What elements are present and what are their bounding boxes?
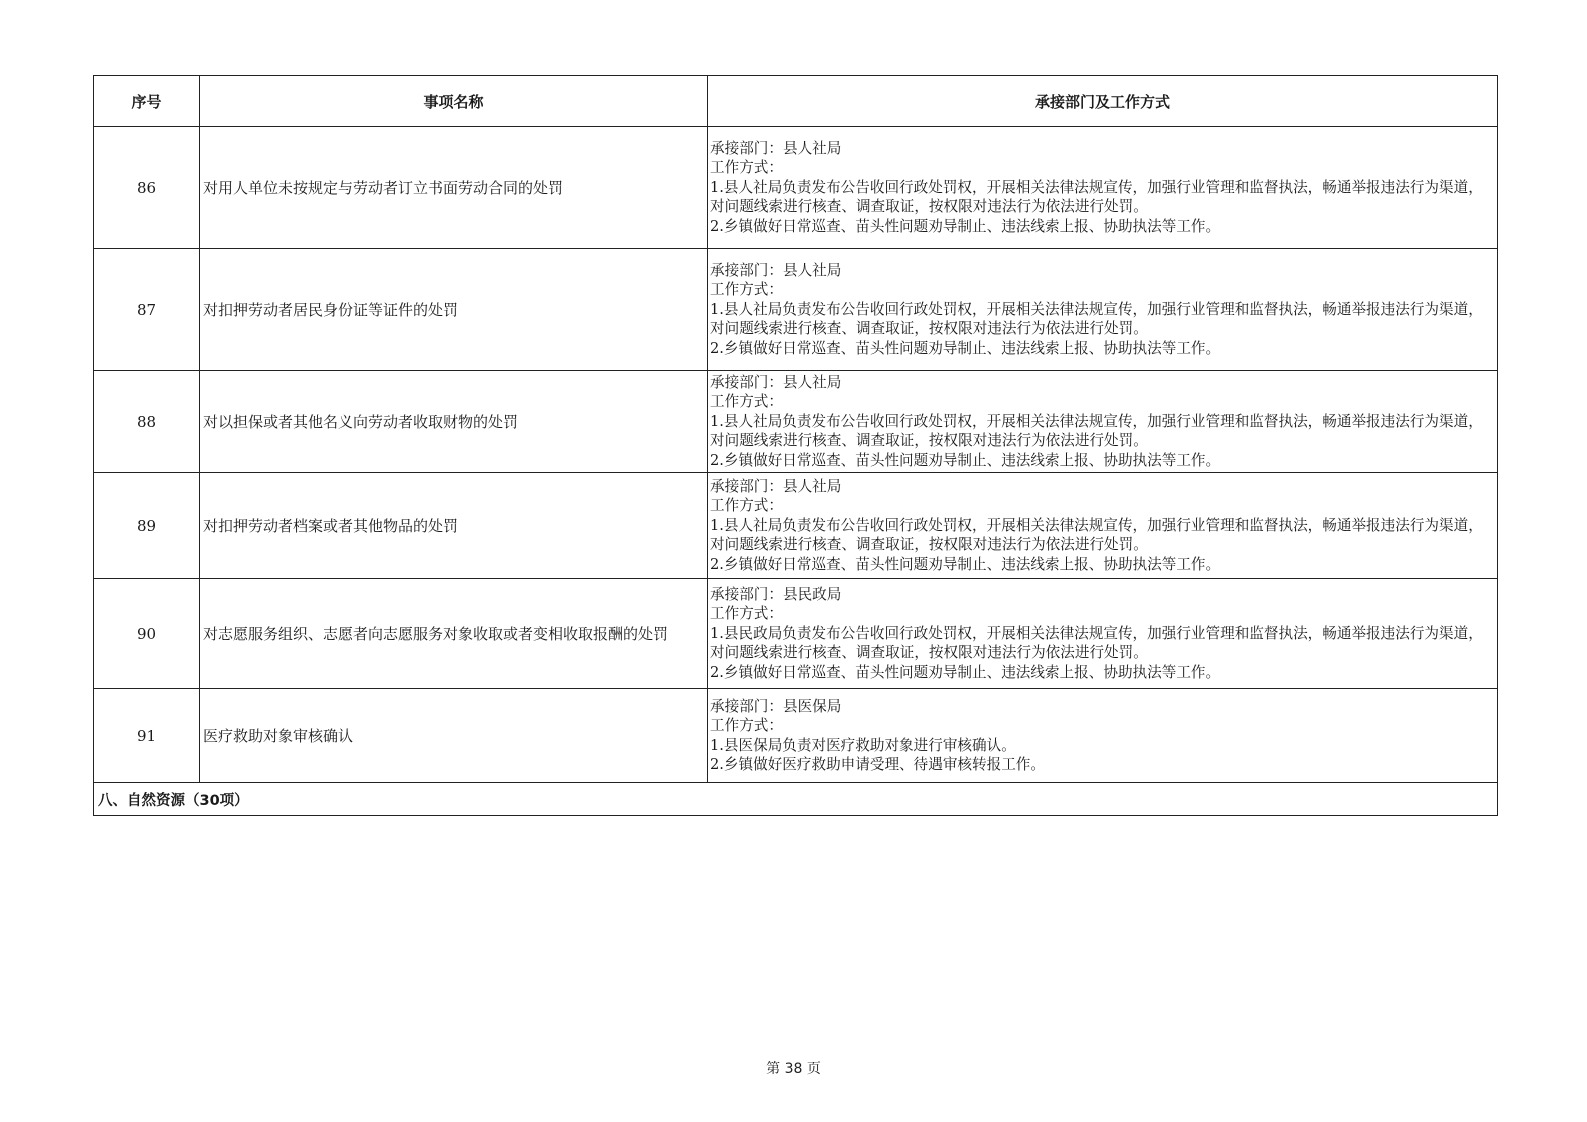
header-name: 事项名称 <box>200 76 708 127</box>
row-item-name: 对扣押劳动者居民身份证等证件的处罚 <box>200 249 708 371</box>
row-item-name: 对志愿服务组织、志愿者向志愿服务对象收取或者变相收取报酬的处罚 <box>200 579 708 689</box>
header-no: 序号 <box>94 76 200 127</box>
row-number: 86 <box>94 127 200 249</box>
row-number: 87 <box>94 249 200 371</box>
table-row <box>94 689 1498 783</box>
section-row <box>94 783 1498 816</box>
page-number: 第 38 页 <box>766 1061 821 1077</box>
table-row <box>94 249 1498 371</box>
row-dept-method: 承接部门：县医保局 工作方式： 1.县医保局负责对医疗救助对象进行审核确认。 2.乡镇做好医疗救助申请受理、待遇审核转报工作。 <box>708 689 1498 783</box>
row-dept-method: 承接部门：县人社局 工作方式： 1.县人社局负责发布公告收回行政处罚权，开展相关法律法规宣传，加强行业管理和监督执法，畅通举报违法行为渠道，对问题线索进行核查、调查取证，按权限对违法行为依法进行处罚。 2.乡镇做好日常巡查、苗头性问题劝导制止、违法线索上报、协助执法等工作。 <box>708 127 1498 249</box>
row-item-name: 对以担保或者其他名义向劳动者收取财物的处罚 <box>200 371 708 473</box>
table-row <box>94 473 1498 579</box>
items-table <box>93 75 1498 816</box>
row-dept-method: 承接部门：县人社局 工作方式： 1.县人社局负责发布公告收回行政处罚权，开展相关法律法规宣传，加强行业管理和监督执法，畅通举报违法行为渠道，对问题线索进行核查、调查取证，按权限对违法行为依法进行处罚。 2.乡镇做好日常巡查、苗头性问题劝导制止、违法线索上报、协助执法等工作。 <box>708 473 1498 579</box>
table-header-row <box>94 76 1498 127</box>
table-row <box>94 371 1498 473</box>
row-item-name: 对扣押劳动者档案或者其他物品的处罚 <box>200 473 708 579</box>
row-dept-method: 承接部门：县民政局 工作方式： 1.县民政局负责发布公告收回行政处罚权，开展相关法律法规宣传，加强行业管理和监督执法，畅通举报违法行为渠道，对问题线索进行核查、调查取证，按权限对违法行为依法进行处罚。 2.乡镇做好日常巡查、苗头性问题劝导制止、违法线索上报、协助执法等工作。 <box>708 579 1498 689</box>
row-item-name: 医疗救助对象审核确认 <box>200 689 708 783</box>
row-number: 90 <box>94 579 200 689</box>
section-heading: 八、自然资源（30项） <box>94 783 1498 816</box>
row-number: 89 <box>94 473 200 579</box>
row-dept-method: 承接部门：县人社局 工作方式： 1.县人社局负责发布公告收回行政处罚权，开展相关法律法规宣传，加强行业管理和监督执法，畅通举报违法行为渠道，对问题线索进行核查、调查取证，按权限对违法行为依法进行处罚。 2.乡镇做好日常巡查、苗头性问题劝导制止、违法线索上报、协助执法等工作。 <box>708 249 1498 371</box>
row-number: 88 <box>94 371 200 473</box>
row-number: 91 <box>94 689 200 783</box>
row-item-name: 对用人单位未按规定与劳动者订立书面劳动合同的处罚 <box>200 127 708 249</box>
row-dept-method: 承接部门：县人社局 工作方式： 1.县人社局负责发布公告收回行政处罚权，开展相关法律法规宣传，加强行业管理和监督执法，畅通举报违法行为渠道，对问题线索进行核查、调查取证，按权限对违法行为依法进行处罚。 2.乡镇做好日常巡查、苗头性问题劝导制止、违法线索上报、协助执法等工作。 <box>708 371 1498 473</box>
table-row <box>94 579 1498 689</box>
table-row <box>94 127 1498 249</box>
header-dept: 承接部门及工作方式 <box>708 76 1498 127</box>
